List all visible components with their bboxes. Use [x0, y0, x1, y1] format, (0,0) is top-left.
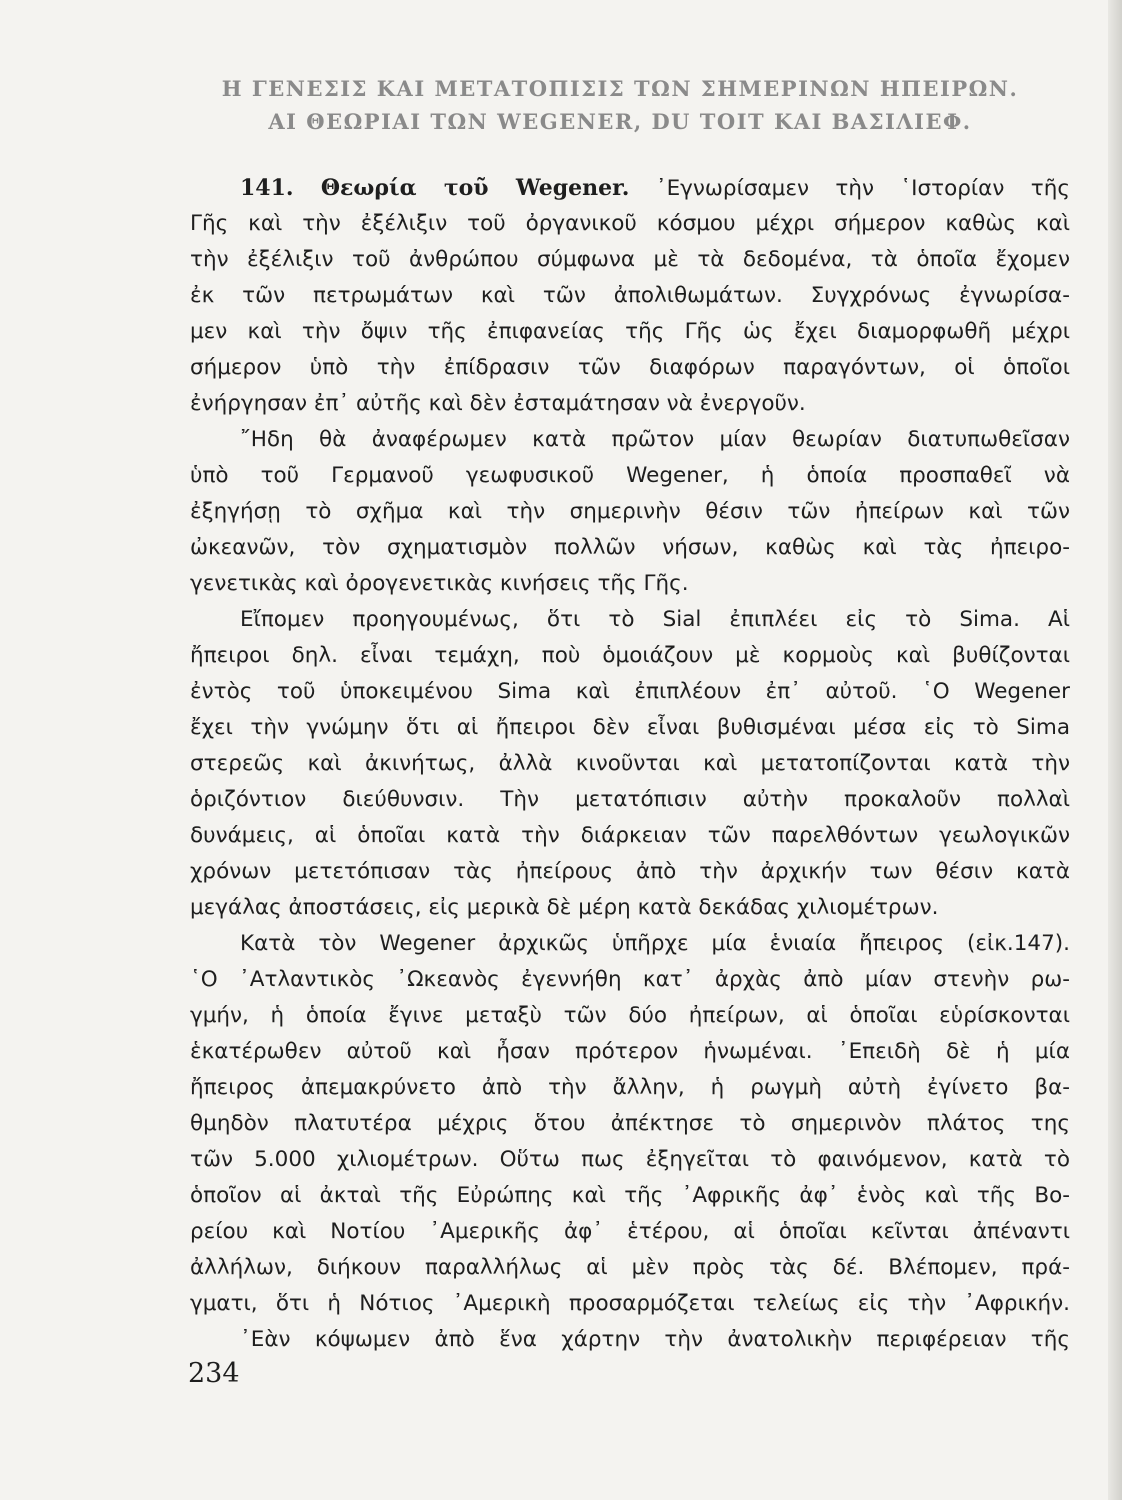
- text-line: ἤπειρος ἀπεμακρύνετο ἀπὸ τὴν ἄλλην, ἡ ρωγμὴ αὐτὴ ἐγίνετο βα-: [190, 1075, 1070, 1100]
- text-line: γενετικὰς καὶ ὀρογενετικὰς κινήσεις τῆς Γῆς.: [190, 571, 689, 596]
- text-line: ῎Ηδη θὰ ἀναφέρωμεν κατὰ πρῶτον μίαν θεωρίαν διατυπωθεῖσαν: [240, 427, 1070, 452]
- text-line: ἀλλήλων, διήκουν παραλλήλως αἱ μὲν πρὸς τὰς δέ. Βλέπομεν, πρά-: [190, 1255, 1070, 1280]
- text-line: ἐντὸς τοῦ ὑποκειμένου Sima καὶ ἐπιπλέουν ἐπ᾿ αὐτοῦ. ῾Ο Wegener: [190, 679, 1070, 704]
- header-line-2: ΑΙ ΘΕΩΡΙΑΙ ΤΩΝ WEGENER, DU TOIT ΚΑΙ ΒΑΣΙΛΙΕΦ.: [268, 109, 972, 134]
- section-first-line-text: ᾿Εγνωρίσαμεν τὴν ῾Ιστορίαν τῆς: [655, 176, 1071, 201]
- text-line: στερεῶς καὶ ἀκινήτως, ἀλλὰ κινοῦνται καὶ μετατοπίζονται κατὰ τὴν: [190, 751, 1070, 776]
- page-edge: [1108, 0, 1122, 1500]
- text-line: χρόνων μετετόπισαν τὰς ἠπείρους ἀπὸ τὴν ἀρχικήν των θέσιν κατὰ: [190, 859, 1070, 884]
- text-line: ρείου καὶ Νοτίου ᾿Αμερικῆς ἀφ᾿ ἑτέρου, αἱ ὁποῖαι κεῖνται ἀπέναντι: [190, 1219, 1070, 1244]
- text-line: ἐνήργησαν ἐπ᾿ αὐτῆς καὶ δὲν ἐσταμάτησαν νὰ ἐνεργοῦν.: [190, 391, 806, 416]
- body-text: [190, 170, 1070, 1358]
- text-line: τὴν ἐξέλιξιν τοῦ ἀνθρώπου σύμφωνα μὲ τὰ δεδομένα, τὰ ὁποῖα ἔχομεν: [190, 247, 1070, 272]
- text-line: Εἴπομεν προηγουμένως, ὅτι τὸ Sial ἐπιπλέει εἰς τὸ Sima. Αἱ: [240, 607, 1070, 632]
- text-line: ἐκ τῶν πετρωμάτων καὶ τῶν ἀπολιθωμάτων. Συγχρόνως ἐγνωρίσα-: [190, 283, 1070, 308]
- text-line: ὠκεανῶν, τὸν σχηματισμὸν πολλῶν νήσων, καθὼς καὶ τὰς ἠπειρο-: [190, 535, 1070, 560]
- text-line: Κατὰ τὸν Wegener ἀρχικῶς ὑπῆρχε μία ἑνιαία ἤπειρος (εἰκ.147).: [240, 931, 1070, 956]
- text-line: ῾Ο ᾿Ατλαντικὸς ᾿Ωκεανὸς ἐγεννήθη κατ᾿ ἀρχὰς ἀπὸ μίαν στενὴν ρω-: [190, 967, 1070, 992]
- text-line: μεν καὶ τὴν ὄψιν τῆς ἐπιφανείας τῆς Γῆς ὡς ἔχει διαμορφωθῆ μέχρι: [190, 319, 1070, 344]
- text-line: μεγάλας ἀποστάσεις, εἰς μερικὰ δὲ μέρη κατὰ δεκάδας χιλιομέτρων.: [190, 895, 939, 920]
- text-line: ἔχει τὴν γνώμην ὅτι αἱ ἤπειροι δὲν εἶναι βυθισμέναι μέσα εἰς τὸ Sima: [190, 715, 1070, 740]
- header-line-1: Η ΓΕΝΕΣΙΣ ΚΑΙ ΜΕΤΑΤΟΠΙΣΙΣ ΤΩΝ ΣΗΜΕΡΙΝΩΝ ΗΠΕΙΡΩΝ.: [221, 76, 1019, 101]
- text-line: γματι, ὅτι ἡ Νότιος ᾿Αμερικὴ προσαρμόζεται τελείως εἰς τὴν ᾿Αφρικήν.: [190, 1291, 1070, 1316]
- text-line: δυνάμεις, αἱ ὁποῖαι κατὰ τὴν διάρκειαν τῶν παρελθόντων γεωλογικῶν: [190, 823, 1070, 848]
- section-first-line: [190, 170, 1070, 206]
- page-number: 234: [188, 1358, 240, 1389]
- text-line: Γῆς καὶ τὴν ἐξέλιξιν τοῦ ὀργανικοῦ κόσμου μέχρι σήμερον καθὼς καὶ: [190, 211, 1070, 236]
- running-header: [150, 72, 1090, 138]
- text-line: ἑκατέρωθεν αὐτοῦ καὶ ἦσαν πρότερον ἡνωμέναι. ᾿Επειδὴ δὲ ἡ μία: [190, 1039, 1070, 1064]
- text-line: ὁριζόντιον διεύθυνσιν. Τὴν μετατόπισιν αὐτὴν προκαλοῦν πολλαὶ: [190, 787, 1070, 812]
- text-line: σήμερον ὑπὸ τὴν ἐπίδρασιν τῶν διαφόρων παραγόντων, οἱ ὁποῖοι: [190, 355, 1070, 380]
- text-line: γμήν, ἡ ὁποία ἔγινε μεταξὺ τῶν δύο ἠπείρων, αἱ ὁποῖαι εὑρίσκονται: [190, 1003, 1070, 1028]
- section-title: 141. Θεωρία τοῦ Wegener.: [240, 175, 630, 201]
- text-line: ὑπὸ τοῦ Γερμανοῦ γεωφυσικοῦ Wegener, ἡ ὁποία προσπαθεῖ νὰ: [190, 463, 1070, 488]
- text-line: ἤπειροι δηλ. εἶναι τεμάχη, ποὺ ὁμοιάζουν μὲ κορμοὺς καὶ βυθίζονται: [190, 643, 1070, 668]
- text-line: ὁποῖον αἱ ἀκταὶ τῆς Εὐρώπης καὶ τῆς ᾿Αφρικῆς ἀφ᾿ ἑνὸς καὶ τῆς Βο-: [190, 1183, 1070, 1208]
- text-line: τῶν 5.000 χιλιομέτρων. Οὕτω πως ἐξηγεῖται τὸ φαινόμενον, κατὰ τὸ: [190, 1147, 1070, 1172]
- text-line: ἐξηγήσῃ τὸ σχῆμα καὶ τὴν σημερινὴν θέσιν τῶν ἠπείρων καὶ τῶν: [190, 499, 1070, 524]
- text-line: ᾿Εὰν κόψωμεν ἀπὸ ἕνα χάρτην τὴν ἀνατολικὴν περιφέρειαν τῆς: [240, 1327, 1070, 1352]
- text-line: θμηδὸν πλατυτέρα μέχρις ὅτου ἀπέκτησε τὸ σημερινὸν πλάτος της: [190, 1111, 1070, 1136]
